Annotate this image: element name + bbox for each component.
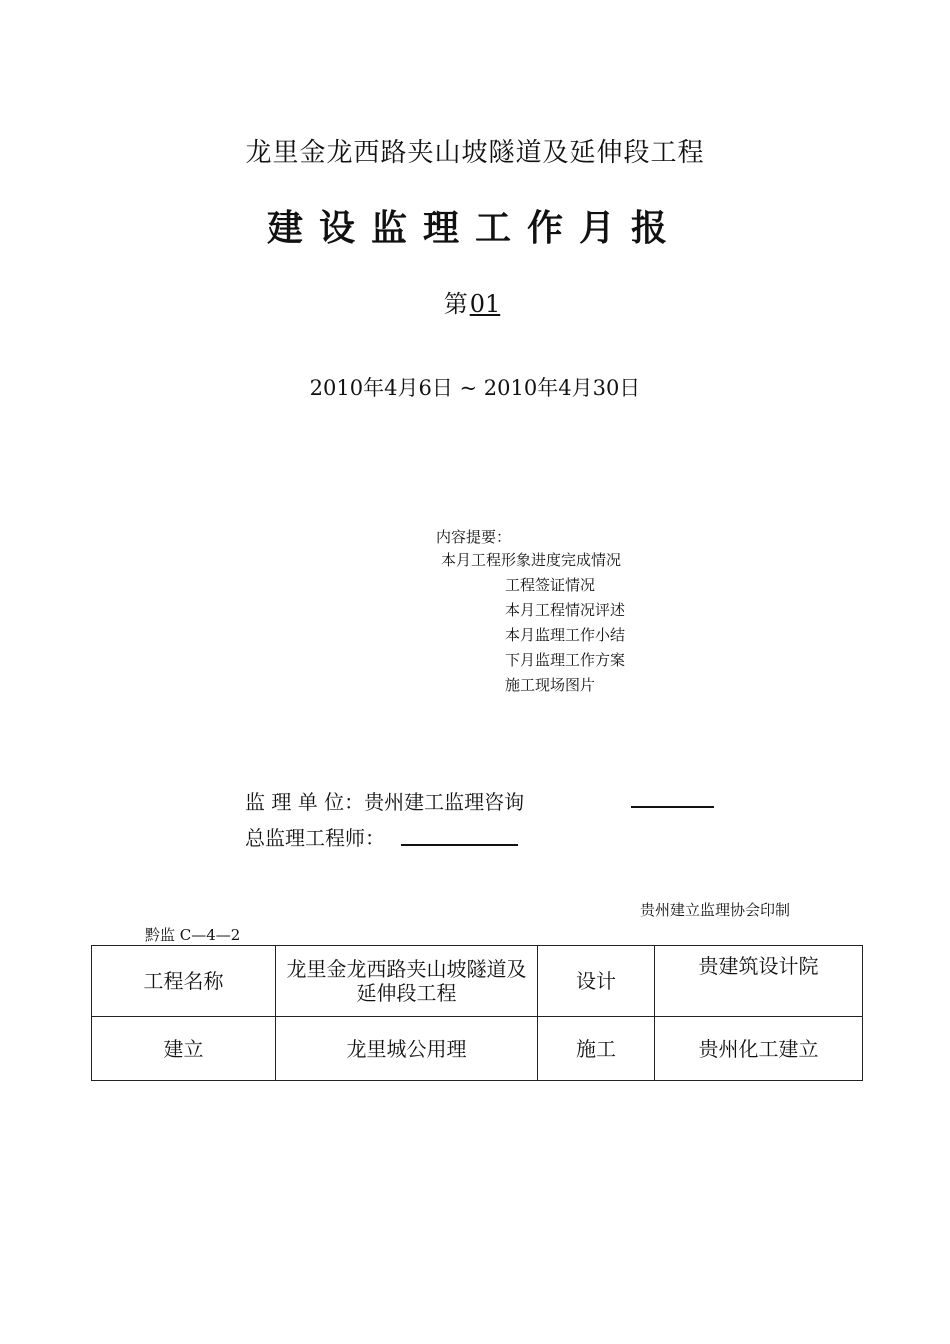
chief-engineer-row [245,822,385,851]
form-number: 黔监 C—4—2 [145,926,241,944]
chief-engineer-signature-line [401,844,518,846]
contents-item: 本月监理工作小结 [505,626,626,644]
table-cell: 施工 [538,1017,655,1081]
project-title: 龙里金龙西路夹山坡隧道及延伸段工程 [245,138,705,168]
report-title: 建设监理工作月报 [266,208,683,249]
contents-item: 施工现场图片 [505,676,596,694]
table-cell: 建立 [92,1017,276,1081]
contents-item: 本月工程情况评述 [505,601,626,619]
project-info-table [91,945,863,1081]
supervision-unit-row [245,786,524,815]
issue-prefix: 第 [443,290,468,318]
report-period: 2010年4月6日 ~ 2010年4月30日 [309,376,641,400]
printer-note: 贵州建立监理协会印制 [640,901,791,919]
supervision-unit-value: 贵州建工监理咨询 [364,790,525,814]
table-cell: 工程名称 [92,946,276,1017]
table-cell: 贵州化工建立 [655,1017,863,1081]
issue-number: 01 [469,290,501,318]
issue-number-line [0,284,950,319]
table-cell: 龙里城公用理 [276,1017,538,1081]
table-row [92,1017,863,1081]
supervision-unit-label: 监 理 单 位： [245,790,365,814]
table-row [92,946,863,1017]
contents-item: 工程签证情况 [505,576,596,594]
supervision-unit-blank-line [631,806,714,808]
table-cell: 龙里金龙西路夹山坡隧道及延伸段工程 [276,946,538,1017]
contents-heading: 内容提要： [436,528,512,546]
contents-item: 下月监理工作方案 [505,651,626,669]
chief-engineer-label: 总监理工程师： [245,826,385,850]
table-cell: 设计 [538,946,655,1017]
table-cell: 贵建筑设计院 [655,946,863,1017]
contents-item: 本月工程形象进度完成情况 [441,551,622,569]
